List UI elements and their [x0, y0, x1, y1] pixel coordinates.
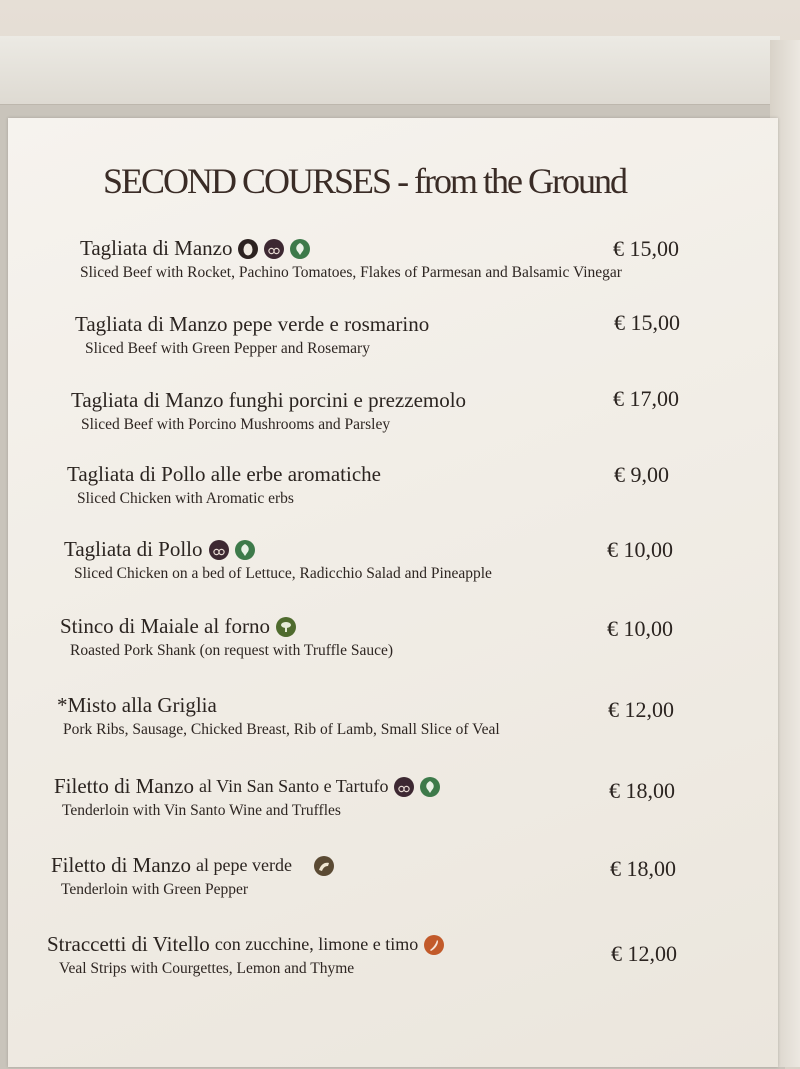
item-name-extra: al Vin San Santo e Tartufo: [199, 776, 389, 796]
menu-item: [51, 853, 334, 899]
item-name-extra: al pepe verde: [196, 855, 292, 875]
item-name: Stinco di Maiale al forno: [60, 614, 270, 638]
menu-item: [64, 537, 492, 583]
item-price: € 12,00: [611, 941, 677, 966]
item-description: Veal Strips with Courgettes, Lemon and Thyme: [59, 960, 355, 977]
item-price: € 18,00: [609, 778, 675, 803]
item-name: Tagliata di Manzo funghi porcini e prezzemolo: [71, 388, 467, 412]
menu-item: [80, 236, 622, 282]
item-name: Straccetti di Vitello: [47, 932, 210, 956]
item-price: € 12,00: [608, 697, 674, 722]
menu-item: [67, 462, 381, 508]
item-name: Tagliata di Pollo alle erbe aromatiche: [67, 462, 381, 486]
item-price: € 15,00: [613, 236, 679, 261]
leaf-icon: [420, 777, 440, 797]
menu-title: SECOND COURSES - from the Ground: [103, 161, 627, 201]
item-price: € 15,00: [614, 310, 680, 335]
item-name: Tagliata di Manzo pepe verde e rosmarino: [75, 312, 430, 336]
leaf-icon: [235, 540, 255, 560]
leaf-icon: [290, 239, 310, 259]
chili-icon: [424, 935, 444, 955]
menu-item: [54, 774, 440, 820]
menu-item: [47, 932, 444, 978]
item-name-extra: con zucchine, limone e timo: [214, 934, 419, 954]
item-description: Sliced Chicken with Aromatic erbs: [77, 490, 294, 507]
item-description: Sliced Beef with Rocket, Pachino Tomatoes, Flakes of Parmesan and Balsamic Vinegar: [80, 264, 622, 281]
allergen-icon: [394, 777, 414, 797]
item-description: Tenderloin with Green Pepper: [61, 881, 249, 898]
menu-item: [60, 614, 393, 660]
item-description: Tenderloin with Vin Santo Wine and Truffles: [62, 802, 341, 819]
item-price: € 10,00: [607, 537, 673, 562]
item-price: € 17,00: [613, 386, 679, 411]
truffle-icon: [276, 617, 296, 637]
item-name: *Misto alla Griglia: [57, 693, 217, 717]
menu-item: [57, 693, 500, 739]
menu-item: [71, 388, 466, 434]
menu-item: [75, 312, 429, 358]
item-price: € 9,00: [614, 462, 669, 487]
item-description: Roasted Pork Shank (on request with Truffle Sauce): [70, 642, 394, 659]
allergen-icon: [264, 239, 284, 259]
item-name: Tagliata di Pollo: [64, 537, 203, 561]
binder-top-strip: [0, 36, 780, 105]
pepper-icon: [314, 856, 334, 876]
egg-icon: [238, 239, 258, 259]
item-description: Sliced Beef with Green Pepper and Rosemary: [85, 340, 370, 357]
item-price: € 10,00: [607, 616, 673, 641]
item-name: Tagliata di Manzo: [80, 236, 233, 260]
item-name: Filetto di Manzo: [51, 853, 191, 877]
item-price: € 18,00: [610, 856, 676, 881]
item-name: Filetto di Manzo: [54, 774, 194, 798]
item-description: Sliced Beef with Porcino Mushrooms and Parsley: [81, 416, 391, 433]
item-description: Sliced Chicken on a bed of Lettuce, Radicchio Salad and Pineapple: [74, 565, 492, 582]
allergen-icon: [209, 540, 229, 560]
item-description: Pork Ribs, Sausage, Chicked Breast, Rib of Lamb, Small Slice of Veal: [63, 721, 500, 738]
